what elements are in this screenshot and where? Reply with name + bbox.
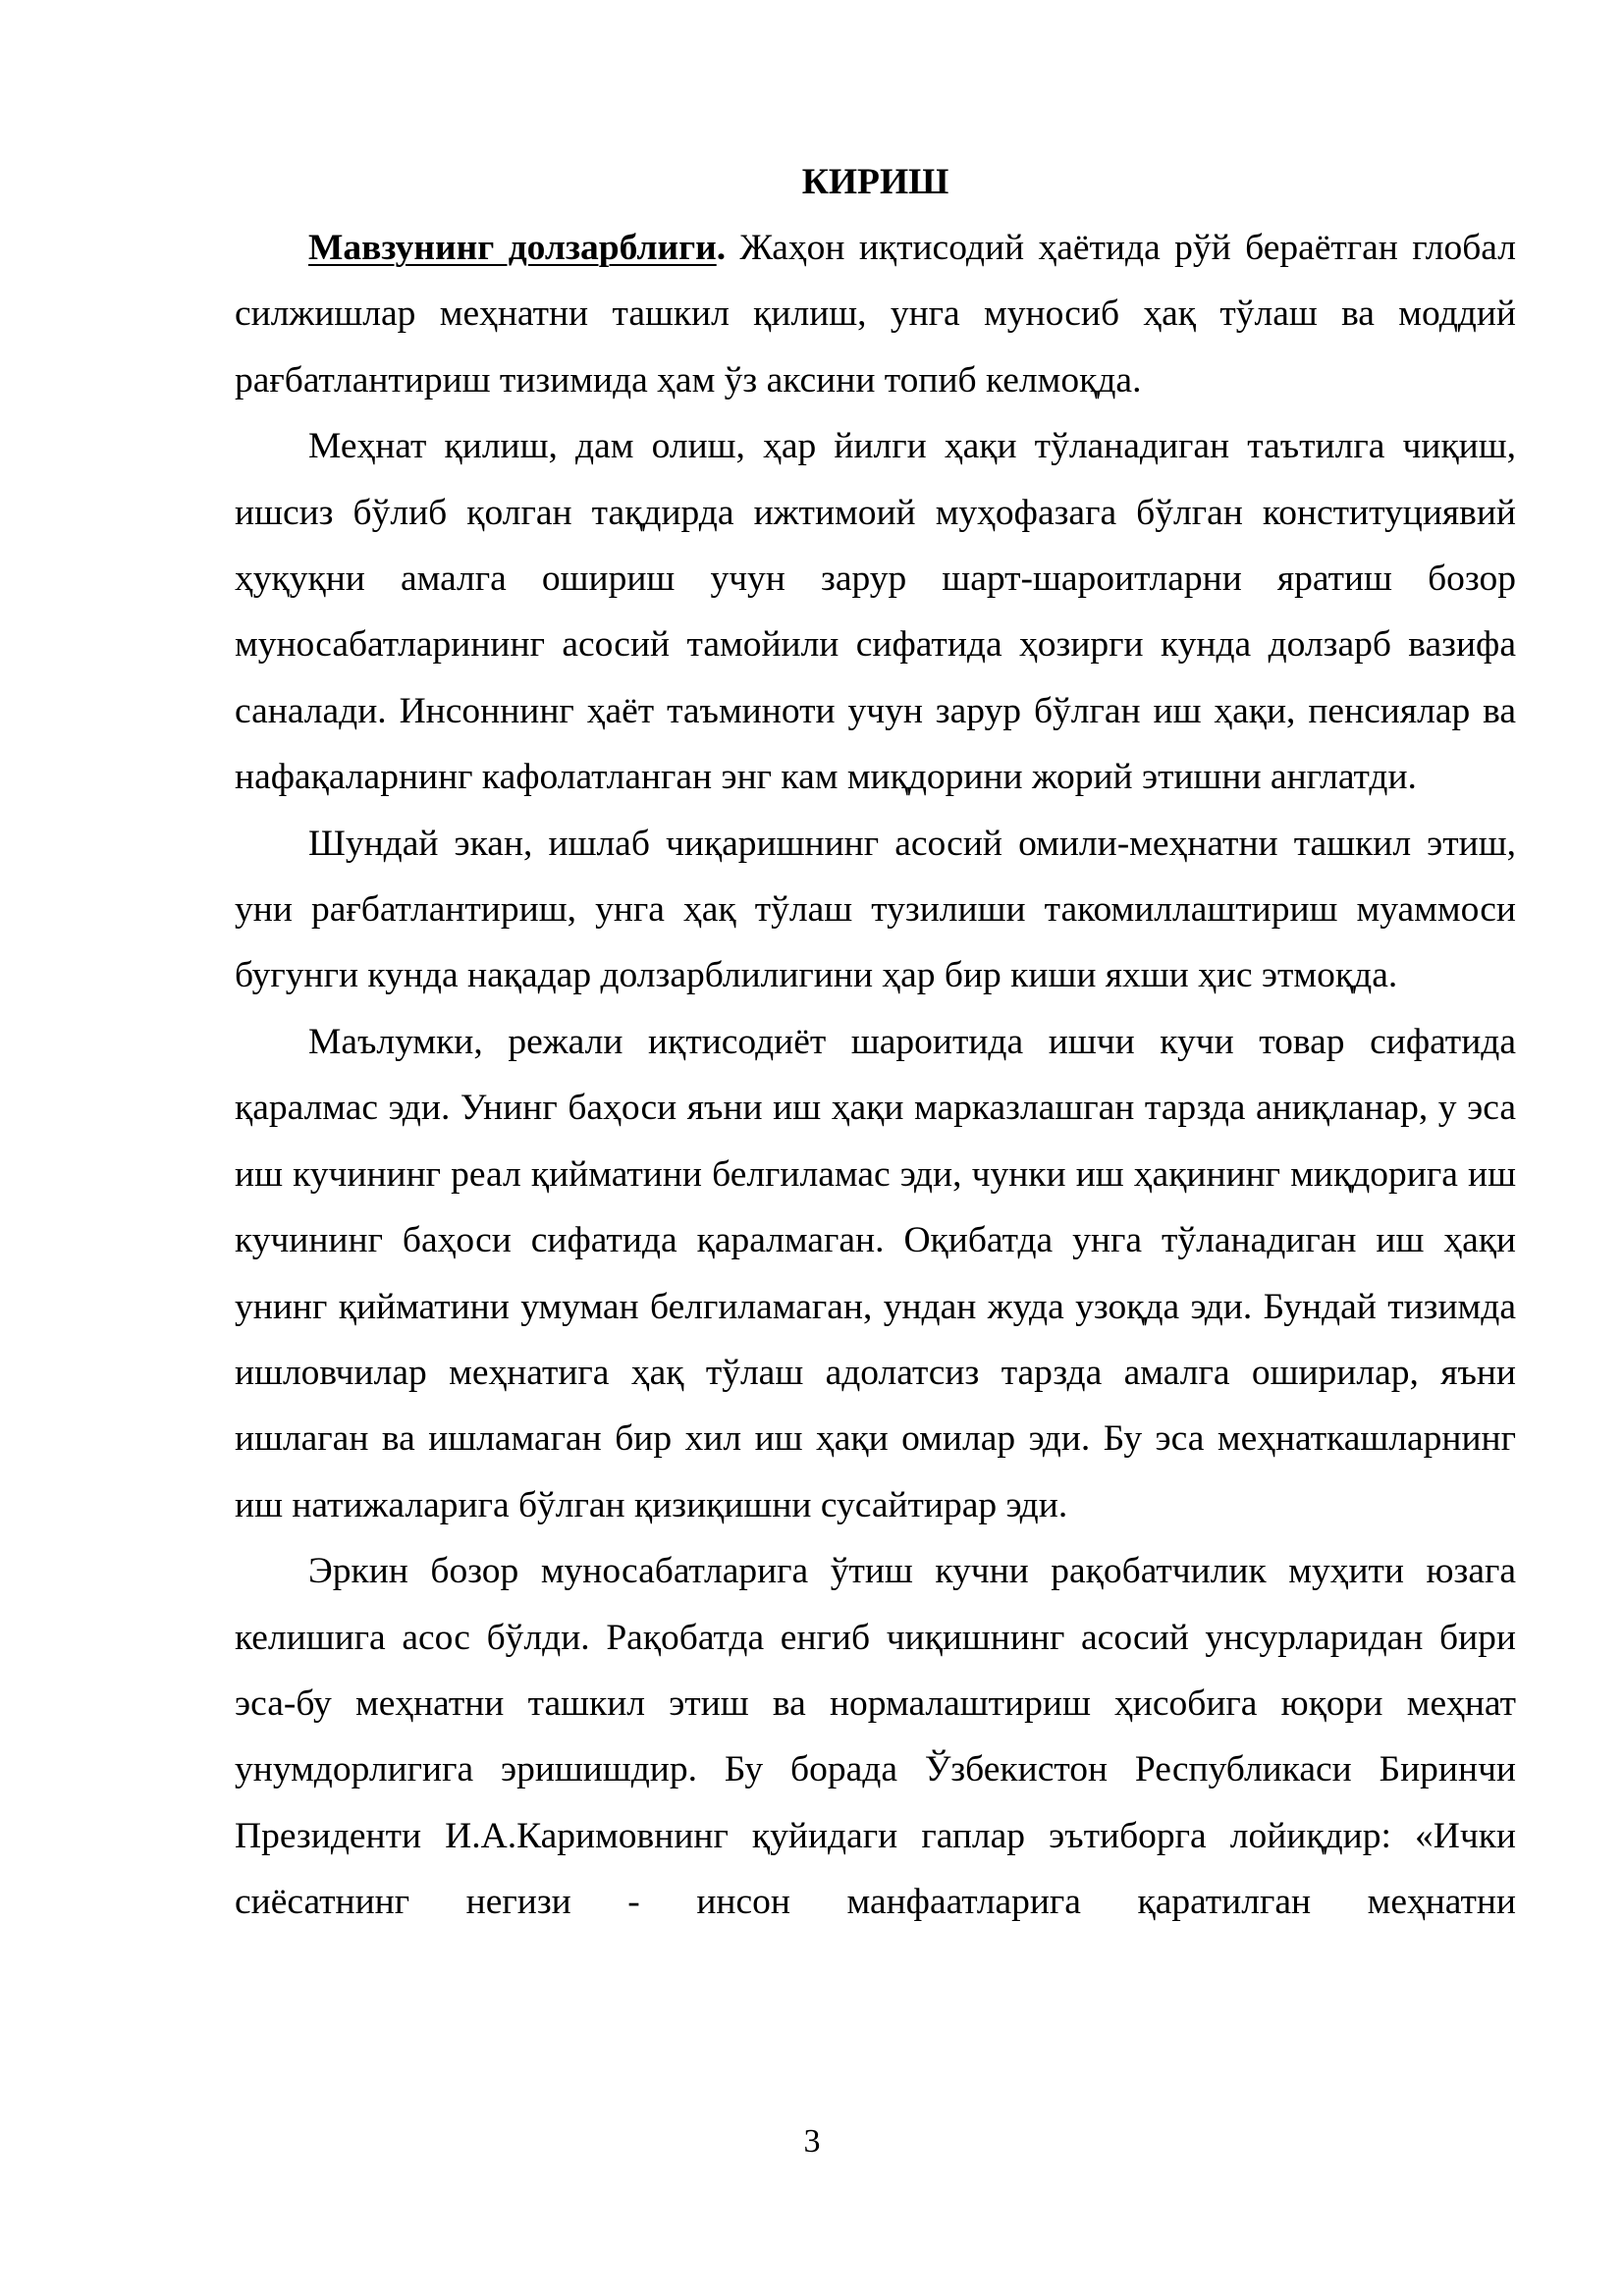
paragraph: Шундай экан, ишлаб чиқаришнинг асосий омили-меҳнатни ташкил этиш, уни рағбатлантириш, унга ҳақ тўлаш тузилиши такомиллаштириш муаммоси бугунги кунда нақадар долзарблилигини ҳар бир киши яхши ҳис этмоқда. (235, 823, 1516, 996)
paragraph: Эркин бозор муносабатларига ўтиш кучни рақобатчилик муҳити юзага келишига асос бўлди. Рақобатда енгиб чиқишнинг асосий унсурларидан бири эса-бу меҳнатни ташкил этиш ва нормалаштириш ҳисобига юқори меҳнат унумдорлигига эришишдир. Бу борада Ўзбекистон Республикаси Биринчи Президенти И.А.Каримовнинг қуйидаги гаплар эътиборга лойиқдир: «Ички сиёсатнинг негизи - инсон манфаатларига қаратилган меҳнатни (235, 1551, 1516, 1923)
paragraph: Меҳнат қилиш, дам олиш, ҳар йилги ҳақи тўланадиган таътилга чиқиш, ишсиз бўлиб қолган тақдирда ижтимоий муҳофазага бўлган конституциявий ҳуқуқни амалга ошириш учун зарур шарт-шароитларни яратиш бозор муносабатларининг асосий тамойили сифатида ҳозирги кунда долзарб вазифа саналади. Инсоннинг ҳаёт таъминоти учун зарур бўлган иш ҳақи, пенсиялар ва нафақаларнинг кафолатланган энг кам миқдорини жорий этишни англатди. (235, 426, 1516, 798)
page-number: 3 (803, 2123, 821, 2160)
section-label-dot: . (716, 228, 727, 268)
paragraph-text: Жаҳон иқтисодий ҳаётида рўй бераётган глобал силжишлар меҳнатни ташкил қилиш, унга муносиб ҳақ тўлаш ва моддий рағбатлантириш тизимида ҳам ўз аксини топиб келмоқда. (235, 228, 1516, 400)
page-body (235, 149, 1516, 1936)
section-label: Мавзунинг долзарблиги (308, 228, 717, 268)
page-title: КИРИШ (801, 162, 949, 202)
paragraph-relevance (235, 215, 1516, 413)
paragraph: Маълумки, режали иқтисодиёт шароитида ишчи кучи товар сифатида қаралмас эди. Унинг баҳоси яъни иш ҳақи марказлашган тарзда аниқланар, у эса иш кучининг реал қийматини белгиламас эди, чунки иш ҳақининг миқдорига иш кучининг баҳоси сифатида қаралмаган. Оқибатда унга тўланадиган иш ҳақи унинг қийматини умуман белгиламаган, ундан жуда узоқда эди. Бундай тизимда ишловчилар меҳнатига ҳақ тўлаш адолатсиз тарзда амалга оширилар, яъни ишлаган ва ишламаган бир хил иш ҳақи омилар эди. Бу эса меҳнаткашларнинг иш натижаларига бўлган қизиқишни сусайтирар эди. (235, 1021, 1516, 1525)
